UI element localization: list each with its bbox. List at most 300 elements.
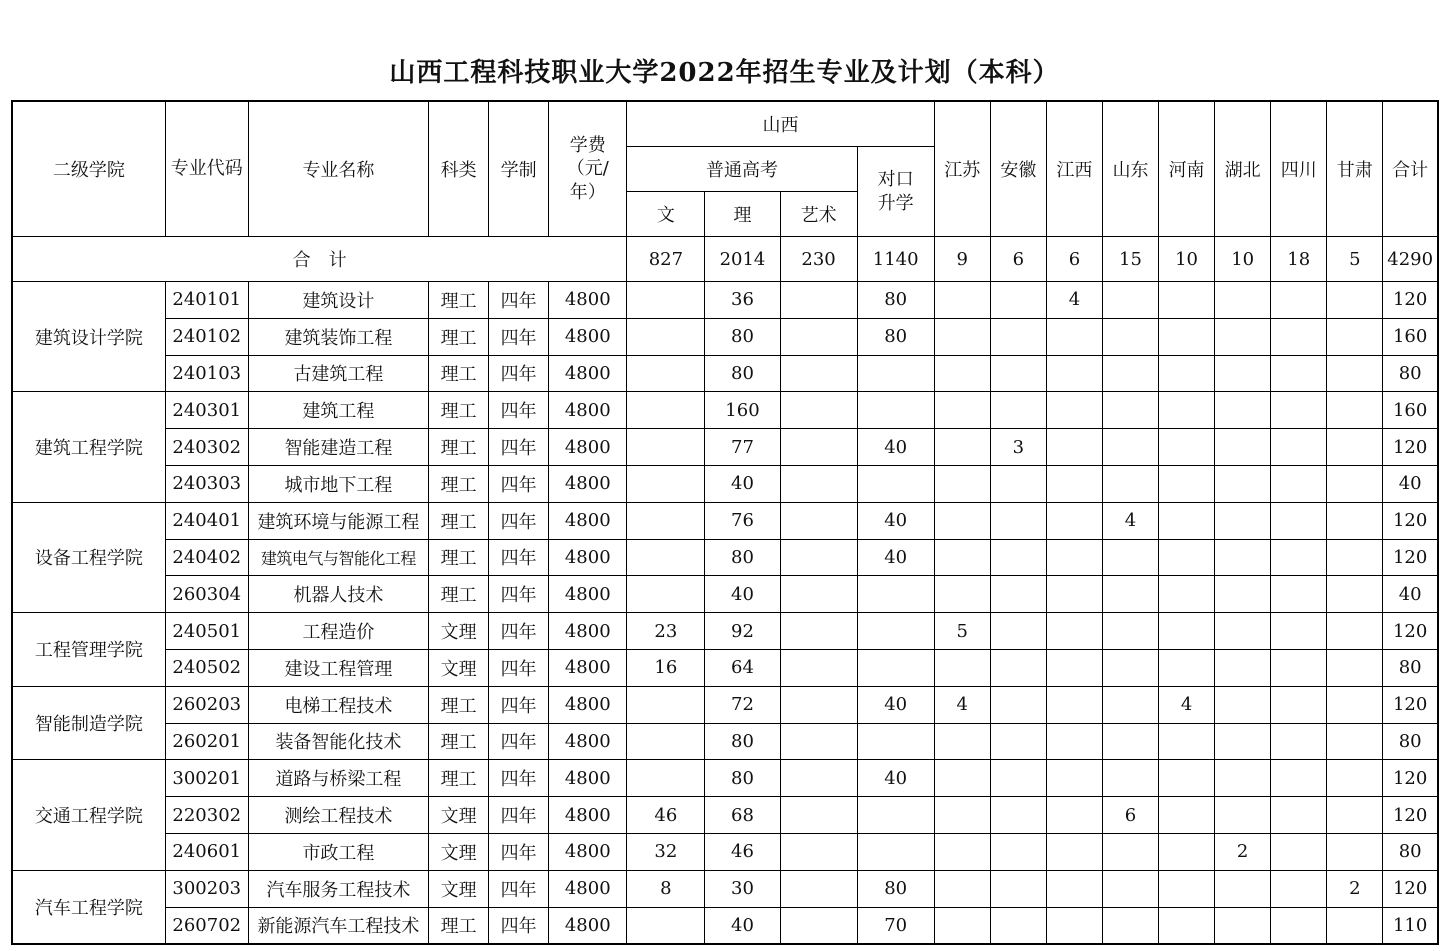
shanxi-li-count: 68: [705, 797, 780, 834]
province-count-1: [990, 355, 1046, 392]
header-province-5: 湖北: [1215, 101, 1271, 237]
major-name: 城市地下工程: [248, 465, 428, 502]
province-count-7: [1327, 465, 1383, 502]
province-count-3: [1102, 392, 1158, 429]
shanxi-duikou-count: [857, 392, 934, 429]
province-count-7: [1327, 355, 1383, 392]
province-count-1: [990, 833, 1046, 870]
major-total: 110: [1383, 907, 1438, 944]
province-count-4: [1159, 833, 1215, 870]
province-count-2: [1046, 907, 1102, 944]
major-duration: 四年: [489, 723, 549, 760]
province-count-0: [934, 870, 990, 907]
table-row: [12, 392, 1438, 429]
province-count-5: [1215, 429, 1271, 466]
major-category: 理工: [429, 318, 489, 355]
shanxi-duikou-count: [857, 797, 934, 834]
province-count-6: [1271, 797, 1327, 834]
header-province-7: 甘肃: [1327, 101, 1383, 237]
province-count-5: [1215, 392, 1271, 429]
major-total: 120: [1383, 502, 1438, 539]
province-count-7: [1327, 576, 1383, 613]
province-count-7: [1327, 833, 1383, 870]
major-total: 80: [1383, 833, 1438, 870]
major-code: 260203: [165, 686, 248, 723]
shanxi-li-count: 80: [705, 355, 780, 392]
shanxi-duikou-count: [857, 723, 934, 760]
major-category: 理工: [429, 907, 489, 944]
province-count-3: [1102, 723, 1158, 760]
shanxi-li-count: 76: [705, 502, 780, 539]
province-count-1: [990, 797, 1046, 834]
shanxi-li-count: 30: [705, 870, 780, 907]
province-count-7: 2: [1327, 870, 1383, 907]
table-row: [12, 502, 1438, 539]
province-count-4: [1159, 613, 1215, 650]
province-count-4: [1159, 576, 1215, 613]
major-total: 120: [1383, 760, 1438, 797]
province-count-2: [1046, 686, 1102, 723]
major-category: 理工: [429, 723, 489, 760]
shanxi-art-count: [780, 539, 857, 576]
province-count-5: 2: [1215, 833, 1271, 870]
major-fee: 4800: [549, 539, 627, 576]
province-count-0: 5: [934, 613, 990, 650]
shanxi-wen-count: 23: [627, 613, 705, 650]
major-category: 理工: [429, 760, 489, 797]
major-code: 240303: [165, 465, 248, 502]
major-name: 机器人技术: [248, 576, 428, 613]
province-count-1: [990, 760, 1046, 797]
shanxi-wen-count: [627, 686, 705, 723]
major-fee: 4800: [549, 613, 627, 650]
province-count-2: [1046, 797, 1102, 834]
province-count-3: [1102, 318, 1158, 355]
province-count-7: [1327, 613, 1383, 650]
province-count-2: [1046, 723, 1102, 760]
shanxi-wen-count: [627, 502, 705, 539]
header-college: 二级学院: [12, 101, 165, 237]
province-count-5: [1215, 686, 1271, 723]
province-count-7: [1327, 282, 1383, 319]
shanxi-duikou-count: 40: [857, 429, 934, 466]
college-name: 智能制造学院: [12, 686, 165, 760]
major-total: 120: [1383, 870, 1438, 907]
province-count-0: [934, 907, 990, 944]
major-total: 160: [1383, 318, 1438, 355]
shanxi-li-count: 80: [705, 539, 780, 576]
province-count-2: [1046, 613, 1102, 650]
table-row: [12, 686, 1438, 723]
major-fee: 4800: [549, 392, 627, 429]
province-count-6: [1271, 870, 1327, 907]
summary-province-1: 6: [990, 237, 1046, 282]
major-total: 120: [1383, 282, 1438, 319]
major-fee: 4800: [549, 907, 627, 944]
province-count-6: [1271, 723, 1327, 760]
province-count-0: [934, 429, 990, 466]
major-fee: 4800: [549, 429, 627, 466]
shanxi-art-count: [780, 649, 857, 686]
major-category: 文理: [429, 649, 489, 686]
header-art: 艺术: [780, 192, 857, 237]
shanxi-art-count: [780, 502, 857, 539]
province-count-1: [990, 723, 1046, 760]
province-count-5: [1215, 760, 1271, 797]
shanxi-li-count: 80: [705, 760, 780, 797]
province-count-1: [990, 282, 1046, 319]
province-count-3: [1102, 429, 1158, 466]
header-li: 理: [705, 192, 780, 237]
major-duration: 四年: [489, 833, 549, 870]
table-row: [12, 833, 1438, 870]
major-code: 240402: [165, 539, 248, 576]
summary-province-7: 5: [1327, 237, 1383, 282]
province-count-2: [1046, 318, 1102, 355]
header-province-2: 江西: [1046, 101, 1102, 237]
province-count-4: [1159, 723, 1215, 760]
province-count-5: [1215, 502, 1271, 539]
province-count-5: [1215, 282, 1271, 319]
college-name: 汽车工程学院: [12, 870, 165, 944]
summary-province-6: 18: [1271, 237, 1327, 282]
province-count-0: [934, 649, 990, 686]
province-count-4: [1159, 392, 1215, 429]
major-code: 240101: [165, 282, 248, 319]
province-count-3: [1102, 833, 1158, 870]
table-row: [12, 870, 1438, 907]
shanxi-li-count: 80: [705, 723, 780, 760]
province-count-5: [1215, 723, 1271, 760]
shanxi-li-count: 80: [705, 318, 780, 355]
major-category: 理工: [429, 429, 489, 466]
shanxi-duikou-count: [857, 649, 934, 686]
province-count-2: [1046, 833, 1102, 870]
summary-duikou: 1140: [857, 237, 934, 282]
major-category: 文理: [429, 833, 489, 870]
shanxi-wen-count: [627, 907, 705, 944]
major-duration: 四年: [489, 613, 549, 650]
province-count-2: [1046, 502, 1102, 539]
province-count-7: [1327, 392, 1383, 429]
shanxi-wen-count: 16: [627, 649, 705, 686]
province-count-4: [1159, 355, 1215, 392]
province-count-5: [1215, 318, 1271, 355]
shanxi-duikou-count: 80: [857, 282, 934, 319]
shanxi-duikou-count: 40: [857, 502, 934, 539]
shanxi-li-count: 64: [705, 649, 780, 686]
major-total: 40: [1383, 576, 1438, 613]
province-count-5: [1215, 649, 1271, 686]
major-code: 260304: [165, 576, 248, 613]
header-province-3: 山东: [1102, 101, 1158, 237]
header-province-6: 四川: [1271, 101, 1327, 237]
province-count-2: [1046, 355, 1102, 392]
table-row: [12, 907, 1438, 944]
province-count-6: [1271, 355, 1327, 392]
shanxi-wen-count: [627, 392, 705, 429]
shanxi-duikou-count: 80: [857, 870, 934, 907]
major-category: 理工: [429, 576, 489, 613]
province-count-4: [1159, 797, 1215, 834]
province-count-7: [1327, 723, 1383, 760]
shanxi-duikou-count: [857, 613, 934, 650]
shanxi-wen-count: [627, 539, 705, 576]
major-category: 理工: [429, 282, 489, 319]
college-name: 交通工程学院: [12, 760, 165, 870]
college-name: 设备工程学院: [12, 502, 165, 612]
province-count-0: [934, 797, 990, 834]
college-name: 建筑工程学院: [12, 392, 165, 502]
major-total: 120: [1383, 797, 1438, 834]
province-count-0: [934, 576, 990, 613]
major-code: 240401: [165, 502, 248, 539]
shanxi-wen-count: [627, 318, 705, 355]
major-name: 建筑装饰工程: [248, 318, 428, 355]
province-count-3: [1102, 907, 1158, 944]
summary-total: 4290: [1383, 237, 1438, 282]
major-duration: 四年: [489, 429, 549, 466]
table-row: [12, 760, 1438, 797]
shanxi-art-count: [780, 833, 857, 870]
province-count-2: 4: [1046, 282, 1102, 319]
province-count-7: [1327, 318, 1383, 355]
major-duration: 四年: [489, 870, 549, 907]
table-row: [12, 613, 1438, 650]
header-shanxi: 山西: [627, 101, 934, 147]
major-duration: 四年: [489, 760, 549, 797]
province-count-1: [990, 318, 1046, 355]
province-count-0: [934, 539, 990, 576]
major-name: 建筑设计: [248, 282, 428, 319]
province-count-2: [1046, 465, 1102, 502]
province-count-4: [1159, 502, 1215, 539]
province-count-7: [1327, 907, 1383, 944]
province-count-1: [990, 465, 1046, 502]
province-count-4: [1159, 870, 1215, 907]
province-count-4: [1159, 465, 1215, 502]
province-count-6: [1271, 539, 1327, 576]
major-name: 古建筑工程: [248, 355, 428, 392]
province-count-0: [934, 833, 990, 870]
major-duration: 四年: [489, 539, 549, 576]
major-code: 220302: [165, 797, 248, 834]
major-total: 120: [1383, 539, 1438, 576]
province-count-2: [1046, 576, 1102, 613]
major-total: 80: [1383, 649, 1438, 686]
province-count-4: [1159, 429, 1215, 466]
summary-province-0: 9: [934, 237, 990, 282]
province-count-6: [1271, 613, 1327, 650]
province-count-1: [990, 502, 1046, 539]
major-fee: 4800: [549, 318, 627, 355]
province-count-3: [1102, 760, 1158, 797]
major-name: 市政工程: [248, 833, 428, 870]
major-category: 理工: [429, 392, 489, 429]
shanxi-wen-count: [627, 576, 705, 613]
shanxi-duikou-count: 40: [857, 760, 934, 797]
province-count-7: [1327, 502, 1383, 539]
province-count-5: [1215, 465, 1271, 502]
province-count-3: [1102, 576, 1158, 613]
shanxi-wen-count: 8: [627, 870, 705, 907]
province-count-4: 4: [1159, 686, 1215, 723]
province-count-6: [1271, 649, 1327, 686]
province-count-6: [1271, 907, 1327, 944]
header-duration: 学制: [489, 101, 549, 237]
shanxi-art-count: [780, 907, 857, 944]
province-count-1: [990, 649, 1046, 686]
province-count-2: [1046, 649, 1102, 686]
province-count-6: [1271, 392, 1327, 429]
major-total: 40: [1383, 465, 1438, 502]
major-category: 理工: [429, 686, 489, 723]
province-count-0: [934, 465, 990, 502]
shanxi-wen-count: [627, 355, 705, 392]
major-duration: 四年: [489, 907, 549, 944]
major-duration: 四年: [489, 465, 549, 502]
major-name: 工程造价: [248, 613, 428, 650]
shanxi-art-count: [780, 723, 857, 760]
province-count-7: [1327, 539, 1383, 576]
province-count-0: [934, 723, 990, 760]
province-count-1: [990, 392, 1046, 429]
header-province-0: 江苏: [934, 101, 990, 237]
province-count-1: [990, 907, 1046, 944]
table-row: [12, 723, 1438, 760]
shanxi-wen-count: 46: [627, 797, 705, 834]
shanxi-duikou-count: 40: [857, 539, 934, 576]
college-name: 建筑设计学院: [12, 282, 165, 392]
major-category: 理工: [429, 539, 489, 576]
header-province-1: 安徽: [990, 101, 1046, 237]
province-count-7: [1327, 429, 1383, 466]
province-count-1: [990, 539, 1046, 576]
shanxi-duikou-count: [857, 576, 934, 613]
shanxi-wen-count: 32: [627, 833, 705, 870]
major-duration: 四年: [489, 392, 549, 429]
shanxi-art-count: [780, 318, 857, 355]
province-count-2: [1046, 760, 1102, 797]
summary-art: 230: [780, 237, 857, 282]
shanxi-li-count: 160: [705, 392, 780, 429]
shanxi-art-count: [780, 686, 857, 723]
province-count-0: 4: [934, 686, 990, 723]
shanxi-art-count: [780, 613, 857, 650]
major-fee: 4800: [549, 723, 627, 760]
province-count-3: [1102, 539, 1158, 576]
major-category: 理工: [429, 465, 489, 502]
province-count-6: [1271, 686, 1327, 723]
major-code: 260201: [165, 723, 248, 760]
province-count-4: [1159, 649, 1215, 686]
province-count-6: [1271, 282, 1327, 319]
shanxi-wen-count: [627, 465, 705, 502]
major-total: 120: [1383, 613, 1438, 650]
major-code: 240601: [165, 833, 248, 870]
major-name: 测绘工程技术: [248, 797, 428, 834]
shanxi-art-count: [780, 465, 857, 502]
header-major: 专业名称: [248, 101, 428, 237]
table-row: [12, 576, 1438, 613]
major-fee: 4800: [549, 576, 627, 613]
major-name: 建筑环境与能源工程: [248, 502, 428, 539]
major-fee: 4800: [549, 649, 627, 686]
major-name: 建设工程管理: [248, 649, 428, 686]
major-fee: 4800: [549, 355, 627, 392]
province-count-0: [934, 282, 990, 319]
major-duration: 四年: [489, 502, 549, 539]
major-fee: 4800: [549, 797, 627, 834]
major-code: 240502: [165, 649, 248, 686]
major-duration: 四年: [489, 318, 549, 355]
province-count-5: [1215, 613, 1271, 650]
enrollment-plan-table: [11, 100, 1439, 945]
major-duration: 四年: [489, 576, 549, 613]
province-count-4: [1159, 539, 1215, 576]
major-name: 装备智能化技术: [248, 723, 428, 760]
summary-province-5: 10: [1215, 237, 1271, 282]
major-code: 240301: [165, 392, 248, 429]
major-duration: 四年: [489, 282, 549, 319]
province-count-4: [1159, 760, 1215, 797]
province-count-6: [1271, 429, 1327, 466]
header-category: 科类: [429, 101, 489, 237]
province-count-6: [1271, 760, 1327, 797]
province-count-7: [1327, 686, 1383, 723]
table-row: [12, 539, 1438, 576]
province-count-6: [1271, 502, 1327, 539]
summary-row: [12, 237, 1438, 282]
shanxi-duikou-count: [857, 355, 934, 392]
major-category: 理工: [429, 355, 489, 392]
province-count-5: [1215, 797, 1271, 834]
major-code: 240102: [165, 318, 248, 355]
major-fee: 4800: [549, 465, 627, 502]
province-count-2: [1046, 392, 1102, 429]
province-count-7: [1327, 760, 1383, 797]
province-count-0: [934, 318, 990, 355]
table-row: [12, 282, 1438, 319]
shanxi-li-count: 40: [705, 576, 780, 613]
province-count-1: [990, 576, 1046, 613]
header-province-4: 河南: [1159, 101, 1215, 237]
major-total: 160: [1383, 392, 1438, 429]
province-count-1: [990, 870, 1046, 907]
province-count-3: [1102, 870, 1158, 907]
shanxi-wen-count: [627, 760, 705, 797]
major-code: 240103: [165, 355, 248, 392]
shanxi-wen-count: [627, 723, 705, 760]
province-count-5: [1215, 576, 1271, 613]
province-count-2: [1046, 429, 1102, 466]
shanxi-duikou-count: [857, 465, 934, 502]
province-count-3: 6: [1102, 797, 1158, 834]
province-count-6: [1271, 576, 1327, 613]
province-count-3: [1102, 282, 1158, 319]
summary-province-4: 10: [1159, 237, 1215, 282]
header-code: 专业代码: [165, 101, 248, 237]
major-fee: 4800: [549, 282, 627, 319]
province-count-0: [934, 502, 990, 539]
summary-wen: 827: [627, 237, 705, 282]
province-count-3: 4: [1102, 502, 1158, 539]
summary-province-3: 15: [1102, 237, 1158, 282]
province-count-0: [934, 760, 990, 797]
province-count-5: [1215, 907, 1271, 944]
major-name: 建筑电气与智能化工程: [248, 539, 428, 576]
shanxi-li-count: 72: [705, 686, 780, 723]
